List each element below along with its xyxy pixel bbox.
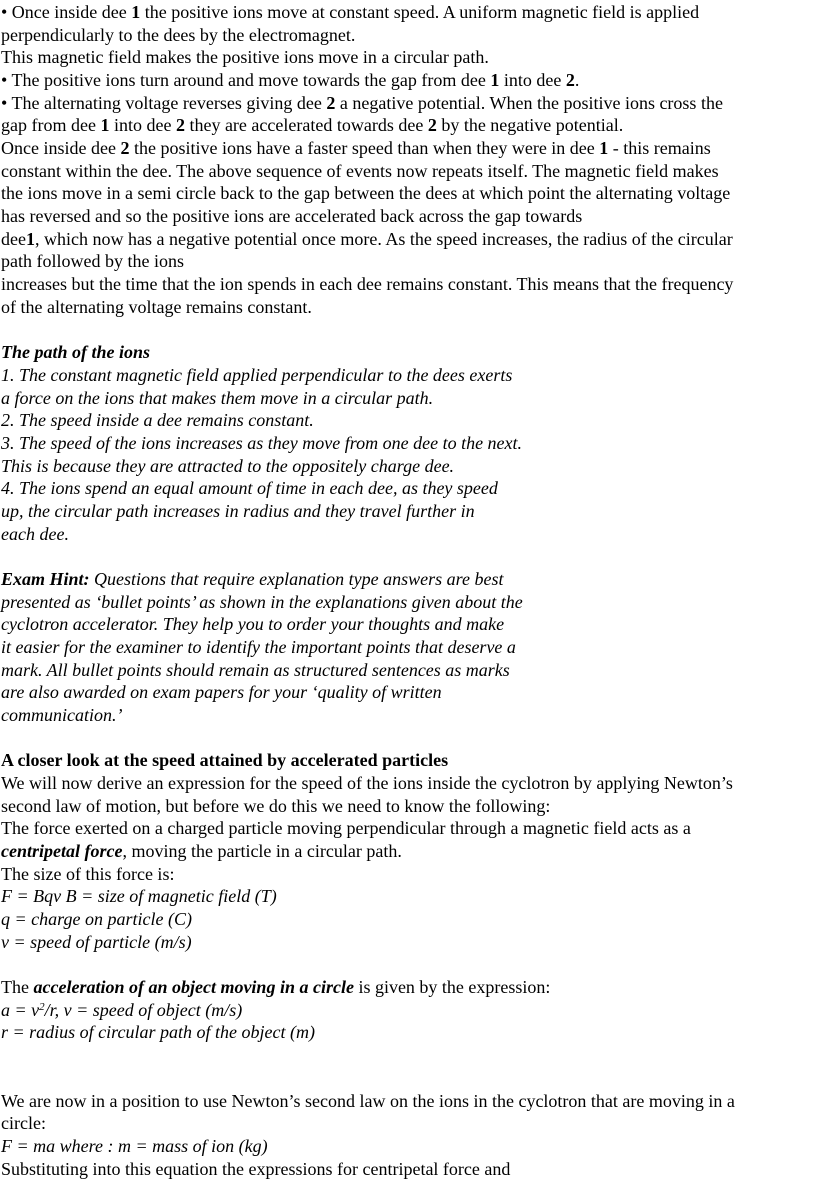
text-line: increases but the time that the ion spends in each dee remains constant. This means that the frequency — [1, 274, 734, 294]
text-line — [1, 92, 723, 114]
emphasis-term: acceleration of an object moving in a circle — [33, 977, 354, 997]
dee-number: 2 — [427, 115, 437, 135]
dee-number: 2 — [120, 138, 130, 158]
text-run: • Once inside dee — [1, 2, 132, 22]
dee-number: 1 — [100, 115, 110, 135]
emphasis-term: centripetal force — [1, 841, 123, 861]
dee-number: 1 — [490, 70, 500, 90]
text-run: - this remains — [608, 138, 711, 158]
text-line: The size of this force is: — [1, 864, 175, 884]
formula-line: v = speed of particle (m/s) — [1, 932, 192, 952]
formula-line: F = Bqv B = size of magnetic field (T) — [1, 886, 277, 906]
text-run: /r, v = speed of object (m/s) — [44, 1000, 243, 1020]
text-line: We are now in a position to use Newton’s second law on the ions in the cyclotron that are moving in a — [1, 1091, 735, 1111]
text-line: the ions move in a semi circle back to the gap between the dees at which point the alternating voltage — [1, 183, 731, 203]
text-line: a force on the ions that makes them move in a circular path. — [1, 388, 434, 408]
dee-number: 2 — [175, 115, 185, 135]
text-line: second law of motion, but before we do this we need to know the following: — [1, 796, 551, 816]
text-run: , moving the particle in a circular path. — [122, 841, 402, 861]
dee-number: 2 — [326, 93, 336, 113]
text-run: Once inside dee — [1, 138, 121, 158]
text-line: mark. All bullet points should remain as structured sentences as marks — [1, 660, 510, 680]
text-run: into dee — [499, 70, 566, 90]
text-line: each dee. — [1, 524, 69, 544]
text-line: 3. The speed of the ions increases as they move from one dee to the next. — [1, 433, 523, 453]
text-run: Questions that require explanation type answers are best — [89, 569, 504, 589]
text-line: path followed by the ions — [1, 251, 184, 271]
text-run: the positive ions have a faster speed than when they were in dee — [129, 138, 600, 158]
text-line — [1, 976, 550, 998]
text-line: perpendicularly to the dees by the electromagnet. — [1, 25, 356, 45]
text-run: , which now has a negative potential once more. As the speed increases, the radius of the circular — [34, 229, 733, 249]
text-line — [1, 1, 699, 23]
section-heading: A closer look at the speed attained by accelerated particles — [1, 750, 449, 770]
text-run: the positive ions move at constant speed. A uniform magnetic field is applied — [140, 2, 700, 22]
text-line: The force exerted on a charged particle moving perpendicular through a magnetic field acts as a — [1, 818, 691, 838]
dee-number: 1 — [599, 138, 609, 158]
text-run: into dee — [109, 115, 176, 135]
dee-number: 1 — [25, 229, 35, 249]
text-run: . — [574, 70, 580, 90]
formula-line: r = radius of circular path of the object (m) — [1, 1022, 315, 1042]
text-line: This magnetic field makes the positive ions move in a circular path. — [1, 47, 489, 67]
text-line: circle: — [1, 1113, 46, 1133]
text-line: constant within the dee. The above sequence of events now repeats itself. The magnetic field makes — [1, 161, 719, 181]
formula-line: q = charge on particle (C) — [1, 909, 192, 929]
text-line — [1, 137, 711, 159]
text-line: cyclotron accelerator. They help you to order your thoughts and make — [1, 614, 505, 634]
text-line — [1, 228, 733, 250]
formula-line: F = ma where : m = mass of ion (kg) — [1, 1136, 268, 1156]
text-line: 4. The ions spend an equal amount of time in each dee, as they speed — [1, 478, 498, 498]
text-run: they are accelerated towards dee — [184, 115, 428, 135]
text-run: • The positive ions turn around and move towards the gap from dee — [1, 70, 491, 90]
text-line: are also awarded on exam papers for your ‘quality of written — [1, 682, 442, 702]
text-line: presented as ‘bullet points’ as shown in the explanations given about the — [1, 592, 523, 612]
text-run: • The alternating voltage reverses giving dee — [1, 93, 327, 113]
text-line: has reversed and so the positive ions are accelerated back across the gap towards — [1, 206, 583, 226]
text-line: This is because they are attracted to the oppositely charge dee. — [1, 456, 455, 476]
text-line: of the alternating voltage remains constant. — [1, 297, 312, 317]
text-line: it easier for the examiner to identify the important points that deserve a — [1, 637, 516, 657]
text-line: up, the circular path increases in radius and they travel further in — [1, 501, 475, 521]
text-line — [1, 114, 623, 136]
text-line — [1, 840, 402, 862]
exam-hint-first-line — [1, 568, 503, 590]
text-run: dee — [1, 229, 26, 249]
text-line: 1. The constant magnetic field applied perpendicular to the dees exerts — [1, 365, 513, 385]
text-run: The — [1, 977, 34, 997]
text-run: a negative potential. When the positive ions cross the — [335, 93, 723, 113]
exam-hint-label: Exam Hint: — [1, 569, 90, 589]
text-line — [1, 69, 579, 91]
text-line: Substituting into this equation the expressions for centripetal force and — [1, 1159, 511, 1179]
section-heading: The path of the ions — [1, 342, 151, 362]
text-run: is given by the expression: — [353, 977, 551, 997]
text-line: 2. The speed inside a dee remains constant. — [1, 410, 314, 430]
text-run: a = v — [1, 1000, 40, 1020]
text-run: gap from dee — [1, 115, 101, 135]
superscript: 2 — [39, 1001, 45, 1013]
formula-line — [1, 999, 242, 1021]
dee-number: 1 — [131, 2, 141, 22]
text-line: communication.’ — [1, 705, 123, 725]
text-line: We will now derive an expression for the speed of the ions inside the cyclotron by applying Newton’s — [1, 773, 733, 793]
text-run: by the negative potential. — [436, 115, 624, 135]
dee-number: 2 — [565, 70, 575, 90]
